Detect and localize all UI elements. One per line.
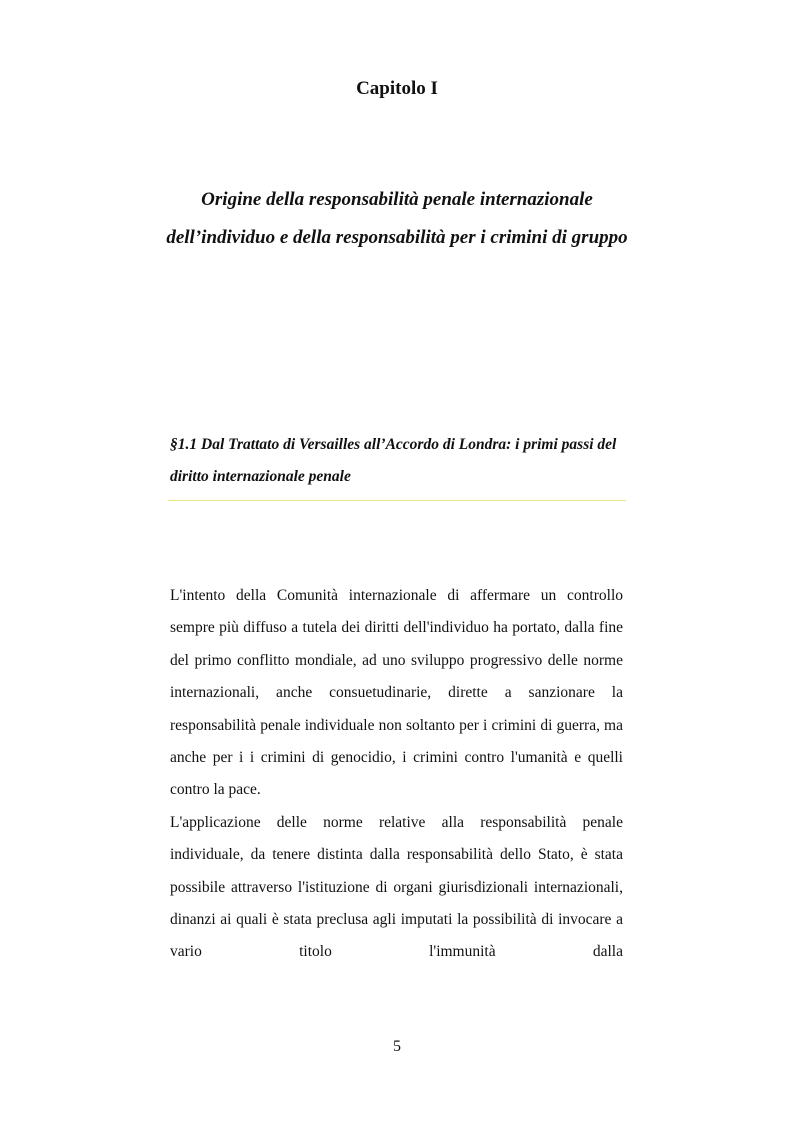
chapter-title: Origine della responsabilità penale internazionale dell’individuo e della responsabilità per i crimini di gruppo (166, 189, 628, 248)
body-text (170, 580, 623, 969)
paragraph: L'applicazione delle norme relative alla responsabilità penale individuale, da tenere distinta dalla responsabilità dello Stato, è stata possibile attraverso l'istituzione di organi giurisdizionali internazionali, dinanzi ai quali è stata preclusa agli imputati la possibilità di invocare a vario titolo l'immunità dalla (170, 813, 623, 961)
section-divider (168, 500, 626, 501)
chapter-label: Capitolo I (356, 78, 438, 99)
page-number: 5 (393, 1038, 401, 1055)
section-heading: §1.1 Dal Trattato di Versailles all’Accordo di Londra: i primi passi del diritto internazionale penale (170, 436, 617, 485)
paragraph: L'intento della Comunità internazionale di affermare un controllo sempre più diffuso a tutela dei diritti dell'individuo ha portato, dalla fine del primo conflitto mondiale, ad uno sviluppo progressivo delle norme internazionali, anche consuetudinarie, dirette a sanzionare la responsabilità penale individuale non soltanto per i crimini di guerra, ma anche per i i crimini di genocidio, i crimini contro l'umanità e quelli contro la pace. (170, 587, 623, 799)
